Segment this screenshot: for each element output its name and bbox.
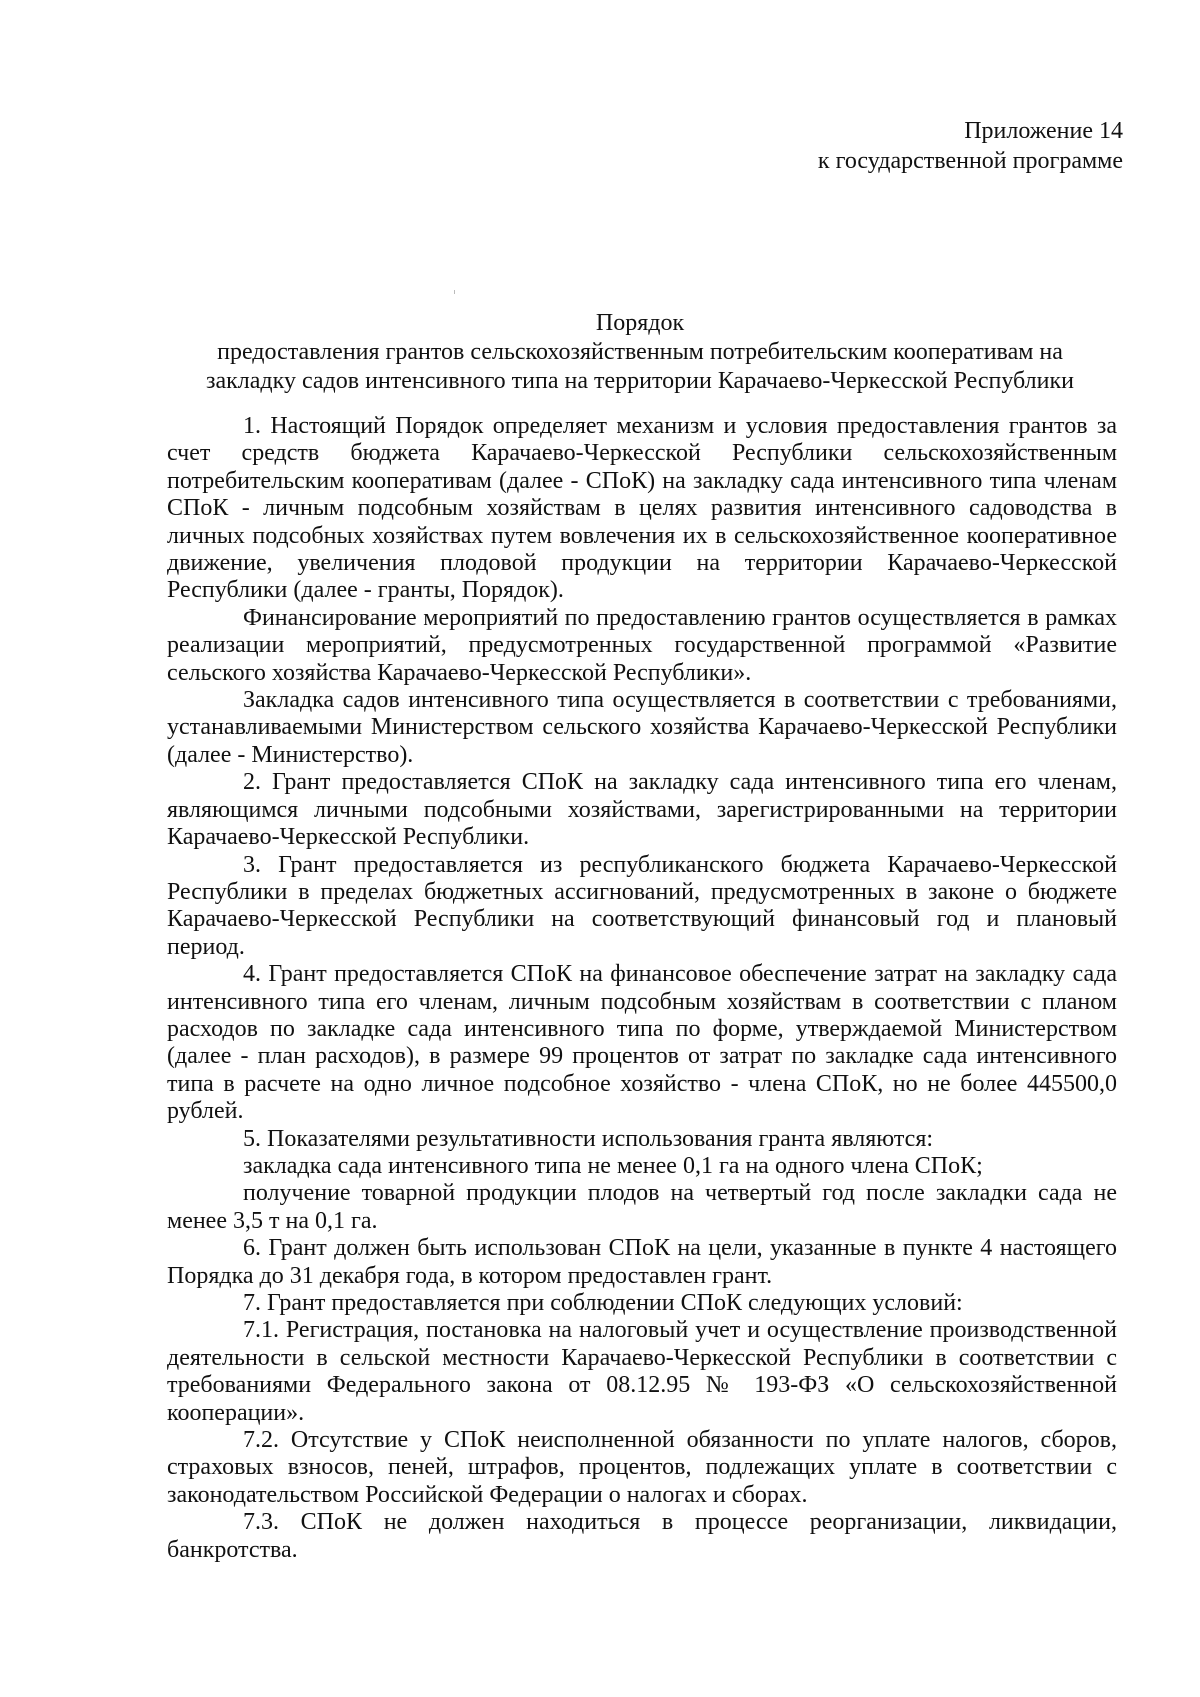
paragraph-5-indicator-1: закладка сада интенсивного типа не менее 0,1 га на одного члена СПоК; xyxy=(243,1152,983,1179)
paragraph-7-3: 7.3. СПоК не должен находиться в процессе реорганизации, ликвидации, банкротства. xyxy=(167,1509,1117,1563)
paragraph-1: 1. Настоящий Порядок определяет механизм и условия предоставления грантов за счет средств бюджета Карачаево-Черкесской Республики сельскохозяйственным потребительским кооперативам (далее - СПоК) на закладку сада интенсивного типа членам СПоК - личным подсобным хозяйствам в целях развития интенсивного садоводства в личных подсобных хозяйствах путем вовлечения их в сельскохозяйственное кооперативное движение, увеличения плодовой продукции на территории Карачаево-Черкесской Республики (далее - гранты, Порядок). xyxy=(167,413,1117,604)
annex-reference xyxy=(818,116,1123,176)
paragraph-7: 7. Грант предоставляется при соблюдении СПоК следующих условий: xyxy=(243,1290,963,1316)
document-body xyxy=(167,413,1117,1564)
annex-subtitle: к государственной программе xyxy=(817,148,1123,174)
heading-line-2: закладку садов интенсивного типа на территории Карачаево-Черкесской Республики xyxy=(206,368,1074,394)
paragraph-5-indicator-2: получение товарной продукции плодов на четвертый год после закладки сада не менее 3,5 т на 0,1 га. xyxy=(167,1180,1117,1234)
paragraph-3: 3. Грант предоставляется из республиканского бюджета Карачаево-Черкесской Республики в пределах бюджетных ассигнований, предусмотренных в законе о бюджете Карачаево-Черкесской Республики на соответствующий финансовый год и плановый период. xyxy=(167,851,1117,960)
paragraph-6: 6. Грант должен быть использован СПоК на цели, указанные в пункте 4 настоящего Порядка до 31 декабря года, в котором предоставлен грант. xyxy=(167,1235,1117,1289)
paragraph-2: 2. Грант предоставляется СПоК на закладку сада интенсивного типа его членам, являющимся личными подсобными хозяйствами, зарегистрированными на территории Карачаево-Черкесской Республики. xyxy=(167,769,1117,851)
paragraph-requirements: Закладка садов интенсивного типа осуществляется в соответствии с требованиями, устанавливаемыми Министерством сельского хозяйства Карачаево-Черкесской Республики (далее - Министерство). xyxy=(167,687,1117,768)
annex-number: Приложение 14 xyxy=(964,118,1123,144)
paragraph-5: 5. Показателями результативности использования гранта являются: xyxy=(243,1125,934,1152)
paragraph-7-1: 7.1. Регистрация, постановка на налоговый учет и осуществление производственной деятельности в сельской местности Карачаево-Черкесской Республики в соответствии с требованиями Федерального закона от 08.12.95 № 193-ФЗ «О сельскохозяйственной кооперации». xyxy=(167,1317,1117,1426)
paragraph-financing: Финансирование мероприятий по предоставлению грантов осуществляется в рамках реализации мероприятий, предусмотренных государственной программой «Развитие сельского хозяйства Карачаево-Черкесской Республики». xyxy=(167,604,1117,686)
document-heading xyxy=(160,309,1120,396)
paragraph-4: 4. Грант предоставляется СПоК на финансовое обеспечение затрат на закладку сада интенсивного типа его членам, личным подсобным хозяйствам в соответствии с планом расходов по закладке сада интенсивного типа по форме, утверждаемой Министерством (далее - план расходов), в размере 99 процентов от затрат по закладке сада интенсивного типа в расчете на одно личное подсобное хозяйство - члена СПоК, но не более 445500,0 рублей. xyxy=(167,961,1117,1125)
heading-title: Порядок xyxy=(595,310,685,336)
scan-artifact xyxy=(454,290,455,294)
heading-line-1: предоставления грантов сельскохозяйственным потребительским кооперативам на xyxy=(217,339,1063,365)
paragraph-7-2: 7.2. Отсутствие у СПоК неисполненной обязанности по уплате налогов, сборов, страховых взносов, пеней, штрафов, процентов, подлежащих уплате в соответствии с законодательством Российской Федерации о налогах и сборах. xyxy=(167,1427,1117,1508)
